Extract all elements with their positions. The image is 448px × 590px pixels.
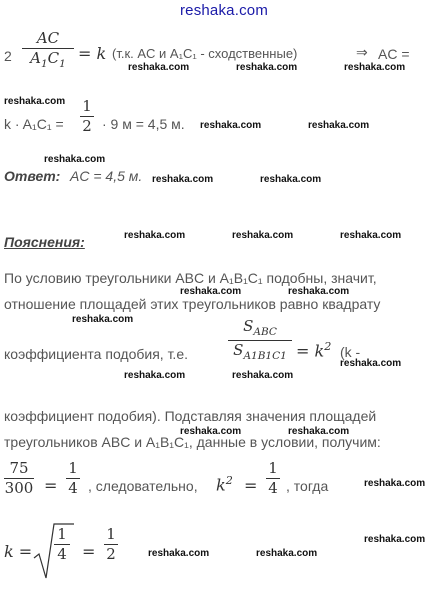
line1-eq-k: = k — [78, 44, 107, 63]
area-ratio-fraction: $S_{ABC}$ $S_{A1B1C1}$ — [228, 318, 292, 362]
line2-k-times: k · A₁C₁ = — [4, 116, 64, 132]
eq1-frac-b: 1 4 — [66, 460, 80, 496]
watermark: reshaka.com — [340, 230, 402, 241]
eq2-frac-b: 1 2 — [104, 526, 118, 562]
k-squared: = $k^2$ — [296, 340, 332, 361]
line1-ac: AC = — [378, 46, 410, 62]
watermark: reshaka.com — [124, 370, 186, 381]
answer-text: AC = 4,5 м. — [70, 168, 143, 184]
eq1-post: , тогда — [286, 478, 329, 494]
eq2-frac-a: 1 4 — [54, 526, 70, 562]
watermark: reshaka.com — [364, 478, 426, 489]
explanation-line-3: коэффициента подобия, т.е. — [4, 346, 188, 362]
eq1-k-squared: $k^2$ — [216, 474, 233, 495]
line1-fraction — [22, 30, 74, 70]
line1-arrow: ⇒ — [356, 44, 368, 60]
explanation-line-2: отношение площадей этих треугольников равно квадрату — [4, 296, 381, 312]
watermark: reshaka.com — [236, 62, 298, 73]
line1-coef: 2 — [4, 48, 12, 64]
watermark: reshaka.com — [44, 154, 106, 165]
watermark: reshaka.com — [72, 314, 134, 325]
watermark: reshaka.com — [180, 286, 242, 297]
explanation-heading: Пояснения: — [4, 234, 85, 250]
watermark: reshaka.com — [288, 426, 350, 437]
watermark: reshaka.com — [128, 62, 190, 73]
watermark: reshaka.com — [344, 62, 406, 73]
watermark: reshaka.com — [124, 230, 186, 241]
watermark: reshaka.com — [364, 534, 426, 545]
watermark: reshaka.com — [148, 548, 210, 559]
explanation-line-3-tail: (k - — [340, 344, 361, 360]
eq1-frac-a: 75 300 — [4, 459, 34, 497]
watermark: reshaka.com — [4, 96, 66, 107]
watermark: reshaka.com — [308, 120, 370, 131]
eq1-equals-2: = — [244, 476, 258, 495]
line2-rest: · 9 м = 4,5 м. — [102, 116, 185, 132]
watermark: reshaka.com — [232, 370, 294, 381]
eq2-equals: = — [82, 542, 96, 561]
explanation-line-5: треугольников ABC и A₁B₁C₁, данные в условии, получим: — [4, 434, 381, 450]
explanation-line-4: коэффициент подобия). Подставляя значения площадей — [4, 408, 377, 424]
explanation-line-1: По условию треугольники ABC и A₁B₁C₁ подобны, значит, — [4, 270, 377, 286]
watermark: reshaka.com — [288, 286, 350, 297]
watermark: reshaka.com — [256, 548, 318, 559]
watermark: reshaka.com — [200, 120, 262, 131]
line1-frac-num: AC — [36, 29, 60, 47]
watermark: reshaka.com — [260, 174, 322, 185]
site-title: reshaka.com — [179, 2, 269, 19]
line1-paren: (т.к. AC и A₁C₁ - сходственные) — [112, 46, 298, 61]
eq1-equals: = — [44, 476, 58, 495]
eq2-k: k = — [4, 542, 33, 561]
eq1-mid: , следовательно, — [88, 478, 198, 494]
watermark: reshaka.com — [152, 174, 214, 185]
line2-fraction: 1 2 — [80, 98, 94, 134]
watermark: reshaka.com — [180, 426, 242, 437]
line1-frac-den: $A_1C_1$ — [30, 48, 66, 70]
watermark: reshaka.com — [232, 230, 294, 241]
watermark: reshaka.com — [340, 358, 402, 369]
answer-label: Ответ: — [4, 168, 61, 184]
eq1-frac-c: 1 4 — [266, 460, 280, 496]
